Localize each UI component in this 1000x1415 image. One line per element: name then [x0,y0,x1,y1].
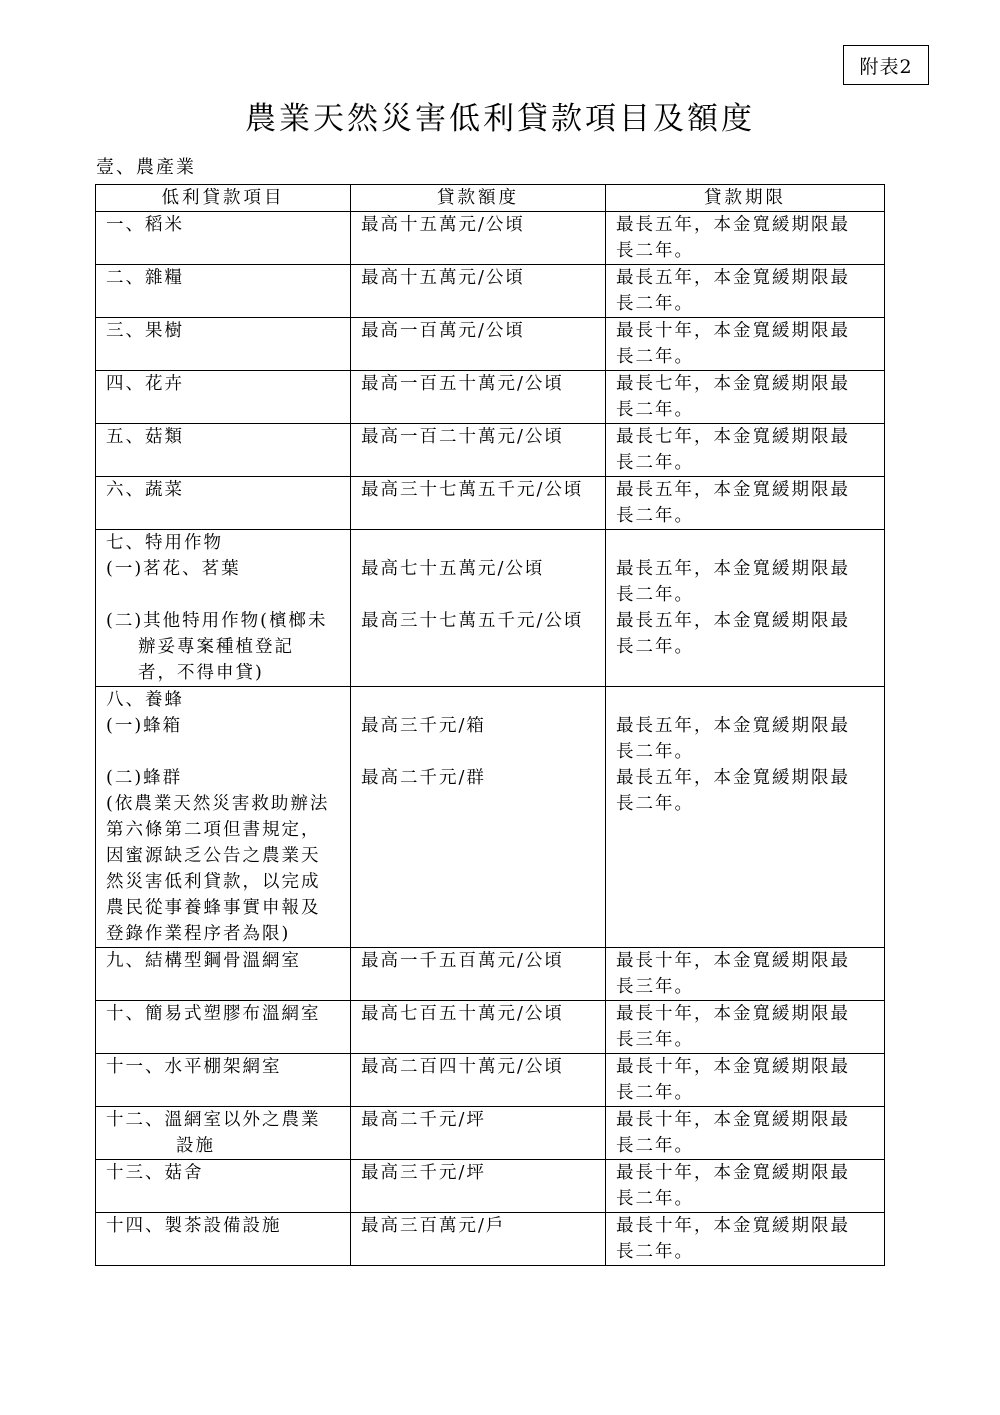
item-cell [96,1001,351,1054]
note-line: 登錄作業程序者為限) [106,924,291,944]
term-line: 長二年。 [616,1083,694,1103]
item-label: 十三、菇舍 [106,1163,204,1183]
loan-table [95,184,885,1266]
item-cell [96,1213,351,1266]
amount-cell [351,1001,606,1054]
term-line: 長二年。 [616,1189,694,1209]
item-label: 十一、水平棚架網室 [106,1057,282,1077]
item-cell [96,265,351,318]
table-row [96,687,885,948]
item-label: 十二、溫網室以外之農業 [106,1110,321,1130]
term-line: 最長十年，本金寬緩期限最 [616,1163,850,1183]
amount-value: 最高一百萬元/公頃 [361,321,525,341]
item-cell [96,371,351,424]
term-line: 最長五年，本金寬緩期限最 [616,268,850,288]
term-cell [606,687,885,948]
amount-value: 最高一百二十萬元/公頃 [361,427,564,447]
term-line: 長二年。 [616,742,694,762]
term-line: 最長十年，本金寬緩期限最 [616,321,850,341]
amount-cell [351,424,606,477]
term-line: 長二年。 [616,1242,694,1262]
table-row [96,1001,885,1054]
amount-value: 最高十五萬元/公頃 [361,268,525,288]
item-cell [96,1054,351,1107]
term-line: 長二年。 [616,637,694,657]
term-line: 長二年。 [616,453,694,473]
term-line: 長二年。 [616,294,694,314]
table-header-row [96,185,885,212]
amount-value: 最高十五萬元/公頃 [361,215,525,235]
sub-item-label: (一)茗花、茗葉 [106,559,241,579]
table-row [96,1054,885,1107]
note-line: (依農業天然災害救助辦法 [106,794,330,814]
term-line: 最長五年，本金寬緩期限最 [616,716,850,736]
term-cell [606,530,885,687]
header-item: 低利貸款項目 [96,185,351,212]
spacer [616,530,874,556]
term-cell [606,1213,885,1266]
term-cell [606,371,885,424]
amount-cell [351,265,606,318]
term-cell [606,318,885,371]
amount-value: 最高七百五十萬元/公頃 [361,1004,564,1024]
sub-item-label: (一)蜂箱 [106,716,183,736]
spacer [106,739,340,765]
item-label: 七、特用作物 [106,533,223,553]
spacer [361,530,595,556]
amount-cell [351,1054,606,1107]
term-line: 最長十年，本金寬緩期限最 [616,1004,850,1024]
note-line: 第六條第二項但書規定， [106,820,321,840]
term-cell [606,1054,885,1107]
table-row [96,1160,885,1213]
table-row [96,477,885,530]
term-cell [606,477,885,530]
table-row [96,318,885,371]
amount-value: 最高二千元/群 [361,768,486,788]
spacer [361,687,595,713]
amount-cell [351,318,606,371]
amount-cell [351,212,606,265]
item-cell [96,530,351,687]
term-cell [606,1160,885,1213]
note-line: 因蜜源缺乏公告之農業天 [106,846,321,866]
term-cell [606,265,885,318]
term-line: 最長十年，本金寬緩期限最 [616,1216,850,1236]
term-line: 長二年。 [616,506,694,526]
spacer [106,582,340,608]
term-line: 最長五年，本金寬緩期限最 [616,611,850,631]
term-line: 長二年。 [616,347,694,367]
amount-value: 最高二千元/坪 [361,1110,486,1130]
term-line: 最長五年，本金寬緩期限最 [616,215,850,235]
term-line: 最長七年，本金寬緩期限最 [616,427,850,447]
item-label: 八、養蜂 [106,690,184,710]
term-line: 最長五年，本金寬緩期限最 [616,480,850,500]
amount-value: 最高三千元/箱 [361,716,486,736]
item-cell [96,477,351,530]
term-line: 最長七年，本金寬緩期限最 [616,374,850,394]
amount-value: 最高一千五百萬元/公頃 [361,951,564,971]
table-row [96,1213,885,1266]
amount-value: 最高三千元/坪 [361,1163,486,1183]
amount-value: 最高三十七萬五千元/公頃 [361,611,584,631]
table-row [96,424,885,477]
item-label: 設施 [176,1136,215,1156]
term-line: 最長十年，本金寬緩期限最 [616,1057,850,1077]
header-amount: 貸款額度 [351,185,606,212]
term-line: 長三年。 [616,1030,694,1050]
term-cell [606,948,885,1001]
term-line: 長二年。 [616,1136,694,1156]
item-label: 一、稻米 [106,215,184,235]
item-cell [96,687,351,948]
table-row [96,948,885,1001]
spacer [616,687,874,713]
item-cell [96,212,351,265]
item-cell [96,1107,351,1160]
amount-value: 最高三十七萬五千元/公頃 [361,480,584,500]
amount-value: 最高一百五十萬元/公頃 [361,374,564,394]
amount-cell [351,948,606,1001]
term-line: 長三年。 [616,977,694,997]
item-label: 六、蔬菜 [106,480,184,500]
item-cell [96,318,351,371]
sub-item-label: 辦妥專案種植登記 [138,637,294,657]
term-line: 長二年。 [616,794,694,814]
spacer [361,582,595,608]
section-heading: 壹、農產業 [96,157,196,178]
term-line: 長二年。 [616,585,694,605]
item-label: 三、果樹 [106,321,184,341]
spacer [361,739,595,765]
table-row [96,265,885,318]
term-line: 長二年。 [616,400,694,420]
table-row [96,371,885,424]
amount-cell [351,530,606,687]
sub-item-label: (二)蜂群 [106,768,183,788]
item-label: 九、結構型鋼骨溫網室 [106,951,301,971]
table-row [96,530,885,687]
note-line: 然災害低利貸款，以完成 [106,872,321,892]
table-row [96,1107,885,1160]
amount-value: 最高七十五萬元/公頃 [361,559,545,579]
amount-value: 最高二百四十萬元/公頃 [361,1057,564,1077]
page-title: 農業天然災害低利貸款項目及額度 [245,101,755,137]
table-row [96,212,885,265]
term-cell [606,212,885,265]
sub-item-label: 者，不得申貸) [138,663,264,683]
item-label: 十、簡易式塑膠布溫網室 [106,1004,321,1024]
amount-cell [351,1107,606,1160]
term-line: 最長十年，本金寬緩期限最 [616,1110,850,1130]
amount-cell [351,1213,606,1266]
amount-cell [351,477,606,530]
item-label: 四、花卉 [106,374,184,394]
amount-cell [351,371,606,424]
term-line: 長二年。 [616,241,694,261]
annex-tag: 附表2 [843,45,929,85]
header-term: 貸款期限 [606,185,885,212]
amount-cell [351,687,606,948]
item-cell [96,424,351,477]
term-line: 最長五年，本金寬緩期限最 [616,768,850,788]
term-line: 最長十年，本金寬緩期限最 [616,951,850,971]
item-label: 二、雜糧 [106,268,184,288]
term-cell [606,424,885,477]
term-cell [606,1107,885,1160]
sub-item-label: (二)其他特用作物(檳榔未 [106,611,328,631]
item-label: 五、菇類 [106,427,184,447]
amount-cell [351,1160,606,1213]
term-cell [606,1001,885,1054]
amount-value: 最高三百萬元/戶 [361,1216,506,1236]
item-label: 十四、製茶設備設施 [106,1216,282,1236]
note-line: 農民從事養蜂事實申報及 [106,898,321,918]
term-line: 最長五年，本金寬緩期限最 [616,559,850,579]
item-cell [96,948,351,1001]
item-cell [96,1160,351,1213]
